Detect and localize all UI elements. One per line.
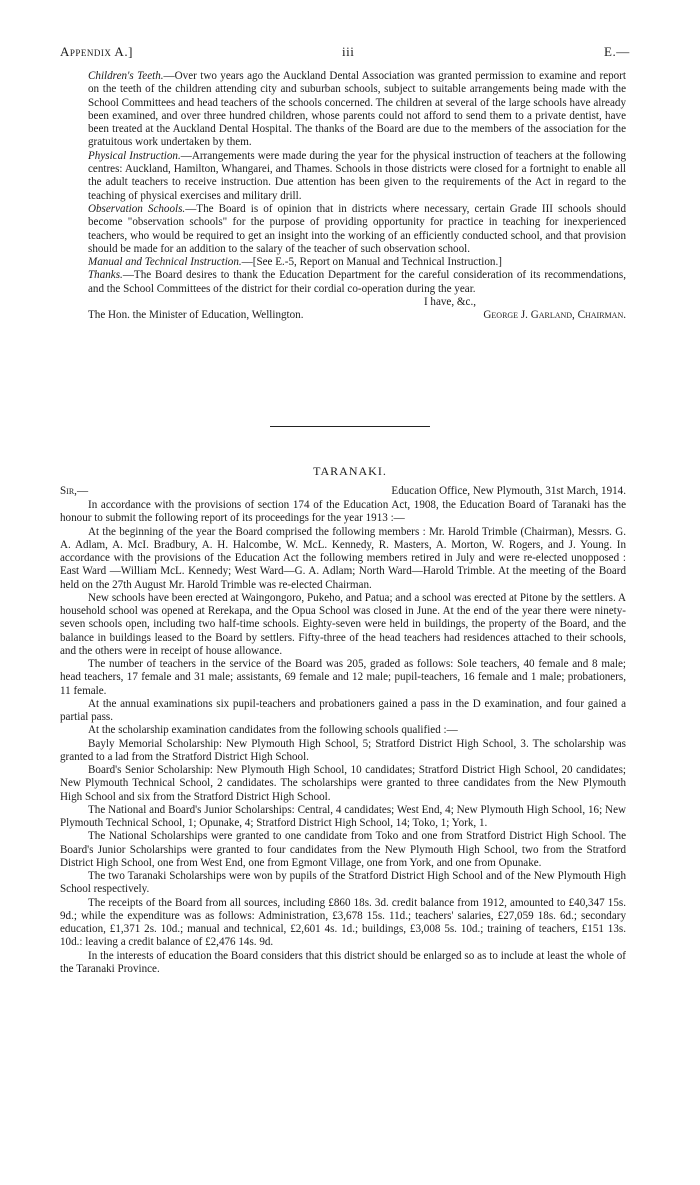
signature: George J. Garland, Chairman. [483, 309, 626, 322]
paragraph: The number of teachers in the service of the Board was 205, graded as follows: Sole teachers, 40 female and 8 male; head teachers, 17 female and 31 male; assistants, 69 female and 12 male; pupil-teachers, 16 female and 1 male; probationers, 11 female. [60, 658, 626, 697]
run-in-heading: Observation Schools. [88, 202, 186, 215]
addressee: The Hon. the Minister of Education, Wellington. [88, 309, 304, 322]
paragraph: Bayly Memorial Scholarship: New Plymouth High School, 5; Stratford District High School, 3. The scholarship was granted to a lad from the Stratford District High School. [60, 737, 626, 763]
paragraph: The National and Board's Junior Scholarships: Central, 4 candidates; West End, 4; New Plymouth High School, 16; New Plymouth Technical School, 1; Opunake, 4; Stratford District High School, 14; Toko, 1; York, 1. [60, 803, 626, 829]
paragraph: New schools have been erected at Waingongoro, Pukeho, and Patua; and a school was erected at Pitone by the settlers. A household school was opened at Rerekapa, and the Opua School was closed in June. At the end of the year there were ninety-seven schools open, including two half-time schools. Eighty-seven were held in buildings, the property of the Board, and the balance in buildings leased to the Board by settlers. Fifty-three of the head teachers had residences attached to their schools, and the others were in receipt of house allowance. [60, 591, 626, 657]
run-in-heading: Children's Teeth. [88, 70, 164, 82]
paragraph: At the beginning of the year the Board comprised the following members : Mr. Harold Trimble (Chairman), Messrs. G. A. Adlam, A. McI. Bradbury, A. H. Halcombe, W. McL. Kennedy, R. Masters, A. Morton, W. Rogers, and J. Young. In accordance with the provisions of the Education Act the following members retired in July and were re-elected unopposed : East Ward —William McL. Kennedy; West Ward—G. A. Adlam; North Ward—Harold Trimble. At the meeting of the Board held on the 27th August Mr. Harold Trimble was re-elected Chairman. [60, 525, 626, 591]
page-number: iii [342, 44, 355, 59]
auckland-report-end [88, 70, 626, 323]
dateline: Education Office, New Plymouth, 31st March, 1914. [391, 485, 626, 497]
paragraph-physical-instruction: Physical Instruction.—Arrangements were made during the year for the physical instruction of teachers at the following centres: Auckland, Hamilton, Whangarei, and Thames. Schools in those districts were closed for a fortnight to enable all the adult teachers to receive instruction. Due attention has been given to the requirements of the Act in regard to the teaching of physical exercises and military drill. [88, 149, 626, 202]
paragraph: Board's Senior Scholarship: New Plymouth High School, 10 candidates; Stratford District High School, 20 candidates; New Plymouth Technical School, 2 candidates. The scholarships were granted to three candidates from the New Plymouth High School and six from the Stratford District High School. [60, 764, 626, 803]
paragraph: In the interests of education the Board considers that this district should be enlarged so as to include at least the whole of the Taranaki Province. [60, 949, 626, 975]
paragraph-observation-schools: Observation Schools.—The Board is of opinion that in districts where necessary, certain Grade III schools should become "observation schools" for the purpose of providing opportunity for practice in teaching for inexperienced teachers, who would be required to get an insight into the working of an efficiently conducted school, and that provision should be made for an addition to the salary of the teacher of such observation school. [88, 202, 626, 255]
paragraph-thanks: Thanks.—The Board desires to thank the Education Department for the careful consideration of its recommendations, and the School Committees of the district for their cordial co-operation during the year. [88, 269, 626, 295]
taranaki-report [60, 499, 626, 976]
paragraph: At the annual examinations six pupil-teachers and probationers gained a pass in the D examination, and four gained a partial pass. [60, 697, 626, 723]
section-title: TARANAKI. [313, 464, 387, 478]
paragraph-manual-technical: Manual and Technical Instruction.—[See E.-5, Report on Manual and Technical Instruction.] [88, 256, 502, 269]
header-series: E.— [604, 44, 630, 59]
paragraph: The receipts of the Board from all sources, including £860 18s. 3d. credit balance from 1912, amounted to £40,347 15s. 9d.; while the expenditure was as follows: Administration, £3,678 15s. 11d.; teachers' salaries, £27,059 18s. 6d.; secondary education, £1,371 2s. 10d.; manual and technical, £2,601 4s. 1d.; buildings, £3,008 5s. 10d.; training of teachers, £151 13s. 10d.: leaving a credit balance of £2,476 14s. 9d. [60, 896, 626, 949]
salutation-row [60, 485, 626, 497]
run-in-heading: Physical Instruction. [88, 149, 181, 162]
paragraph: The National Scholarships were granted to one candidate from Toko and one from Stratford District High School. The Board's Junior Scholarships were granted to four candidates from the New Plymouth High School, two from the Stratford District High School, one from West End, one from Egmont Village, one from York, and one from Opunake. [60, 830, 626, 869]
paragraph-childrens-teeth: Children's Teeth.—Over two years ago the Auckland Dental Association was granted permission to examine and report on the teeth of the children attending city and suburban schools, subject to suitable arrangements being made with the School Committees and head teachers of the schools concerned. The children at several of the large schools have already been examined, and over three hundred children, whose parents could not afford to send them to a private dentist, have been treated at the Auckland Dental Hospital. The thanks of the Board are due to the members of the association for the gratuitous work undertaken by them. [88, 70, 626, 149]
paragraph: In accordance with the provisions of section 174 of the Education Act, 1908, the Education Board of Taranaki has the honour to submit the following report of its proceedings for the year 1913 :— [60, 499, 626, 525]
run-in-heading: Thanks. [88, 269, 123, 282]
paragraph: At the scholarship examination candidates from the following schools qualified :— [88, 724, 458, 737]
paragraph: The two Taranaki Scholarships were won by pupils of the Stratford District High School and of the New Plymouth High School respectively. [60, 870, 626, 896]
closing-have: I have, &c., [423, 296, 476, 309]
salutation: Sir,— [60, 485, 89, 497]
signature-row [88, 309, 626, 322]
run-in-heading: Manual and Technical Instruction. [88, 256, 242, 269]
header-appendix: Appendix A.] [60, 44, 133, 59]
section-divider [270, 426, 430, 427]
